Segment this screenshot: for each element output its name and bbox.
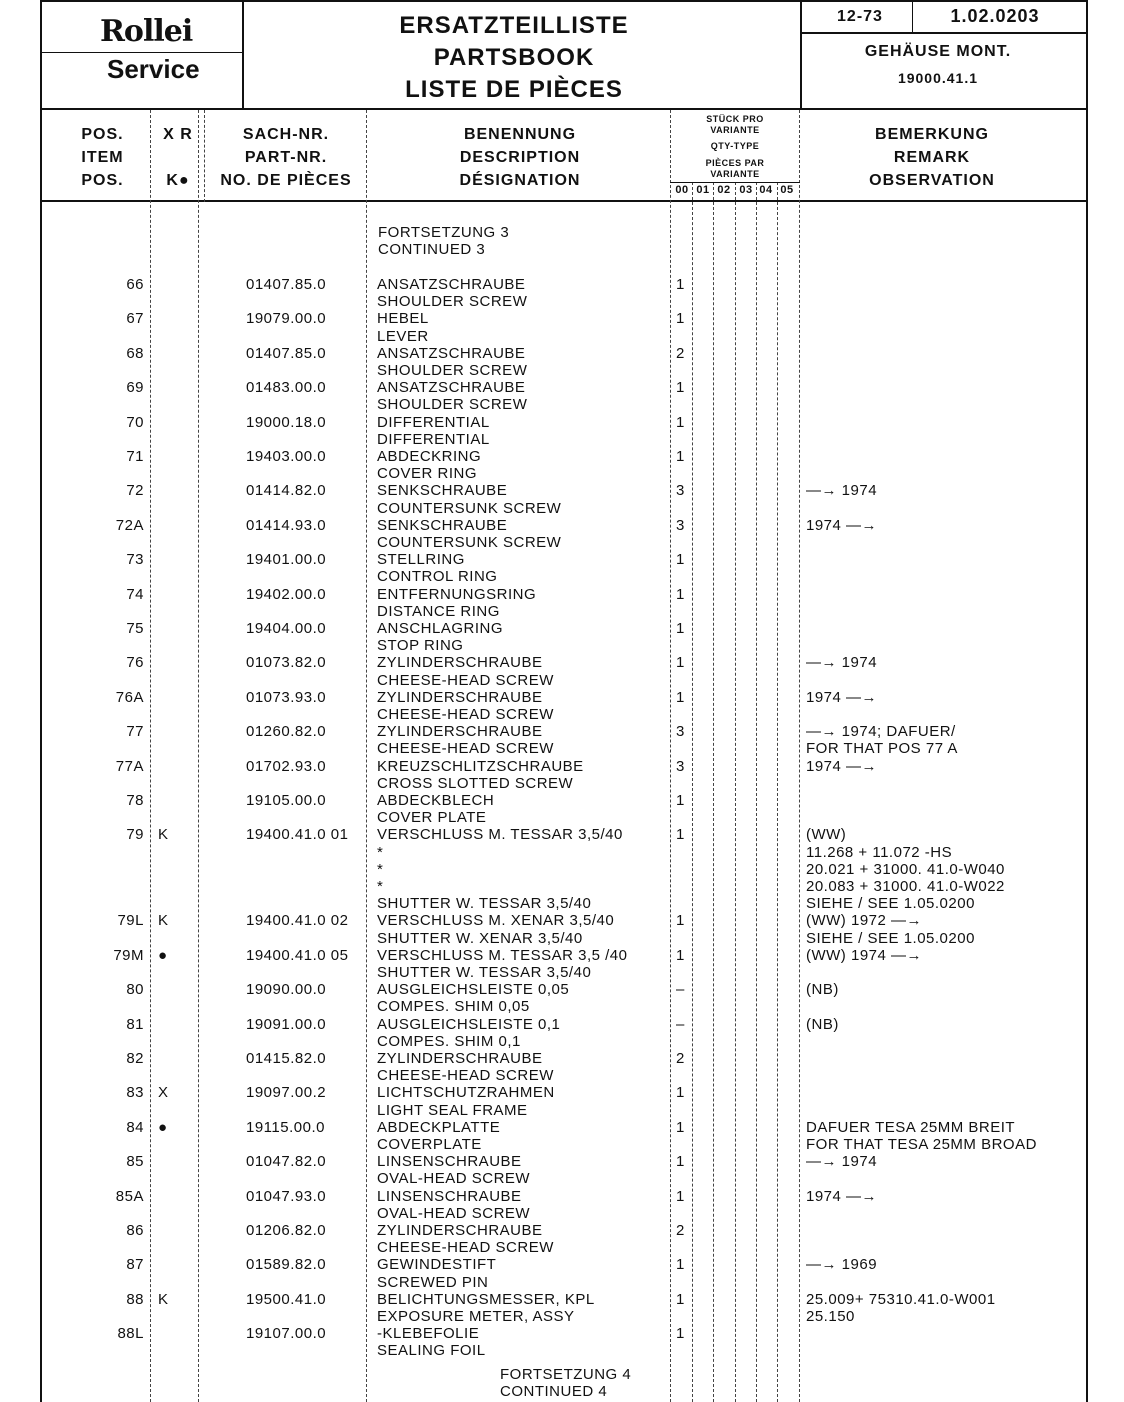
row-description: SHOULDER SCREW	[377, 396, 528, 414]
row-remark: (WW) 1972 —→	[806, 912, 923, 930]
continued-to-de: FORTSETZUNG 4	[500, 1366, 632, 1383]
row-pos: 74	[126, 585, 144, 603]
row-qty: 1	[676, 379, 685, 397]
row-remark: 1974 —→	[806, 757, 878, 775]
row-part-number: 19000.18.0	[246, 413, 327, 431]
row-part-number: 01702.93.0	[246, 757, 327, 775]
row-description: SHOULDER SCREW	[377, 293, 528, 311]
title-french: LISTE DE PIÈCES	[405, 76, 623, 103]
row-description: *	[377, 860, 384, 878]
row-pos: 85A	[115, 1187, 144, 1205]
row-description: KREUZSCHLITZSCHRAUBE	[377, 757, 584, 775]
row-qty: –	[676, 981, 685, 999]
variant-04: 04	[759, 184, 773, 196]
col-k: K●	[166, 172, 190, 189]
row-pos: 79M	[113, 946, 144, 964]
row-remark: 1974 —→	[806, 1187, 878, 1205]
row-remark: —→ 1974	[806, 1153, 878, 1171]
row-description: HEBEL	[377, 310, 429, 328]
row-qty: 1	[676, 1187, 685, 1205]
row-remark: (WW) 1974 —→	[806, 946, 923, 964]
row-part-number: 19404.00.0	[246, 620, 327, 637]
row-qty: 3	[676, 757, 685, 775]
row-qty: 1	[676, 912, 685, 930]
row-qty: 3	[676, 482, 685, 500]
row-part-number: 01407.85.0	[246, 276, 327, 293]
row-pos: 76A	[115, 688, 144, 706]
row-qty: 1	[676, 1118, 685, 1136]
variant-02: 02	[717, 184, 731, 196]
row-qty: 1	[676, 654, 685, 672]
row-description: STOP RING	[377, 637, 464, 655]
row-remark: SIEHE / SEE 1.05.0200	[806, 895, 975, 913]
row-description: ENTFERNUNGSRING	[377, 585, 537, 603]
row-part-number: 19105.00.0	[246, 792, 327, 809]
variant-03: 03	[739, 184, 753, 196]
row-description: VERSCHLUSS M. TESSAR 3,5 /40	[377, 946, 628, 964]
row-part-number: 01073.93.0	[246, 688, 327, 706]
row-pos: 84	[126, 1118, 144, 1136]
row-description: LINSENSCHRAUBE	[377, 1187, 522, 1205]
doc-number: 1.02.0203	[950, 6, 1040, 26]
row-qty: 1	[676, 1084, 685, 1102]
row-description: ANSATZSCHRAUBE	[377, 379, 526, 397]
row-remark: 25.150	[806, 1308, 855, 1325]
row-description: COMPES. SHIM 0,05	[377, 998, 530, 1016]
row-qty: 2	[676, 1050, 685, 1067]
row-description: OVAL-HEAD SCREW	[377, 1204, 531, 1222]
row-description: DIFFERENTIAL	[377, 430, 490, 448]
row-remark: 20.083 + 31000. 41.0-W022	[806, 878, 1005, 895]
row-remark: FOR THAT POS 77 A	[806, 740, 958, 758]
row-remark: 20.021 + 31000. 41.0-W040	[806, 860, 1005, 878]
row-description: AUSGLEICHSLEISTE 0,05	[377, 981, 570, 999]
row-remark: (NB)	[806, 981, 839, 999]
row-part-number: 19500.41.0	[246, 1290, 327, 1308]
row-pos: 77A	[115, 757, 144, 775]
row-part-number: 19400.41.0 05	[246, 946, 349, 964]
row-qty: –	[676, 1015, 685, 1033]
row-part-number: 01483.00.0	[246, 379, 327, 397]
row-qty: 2	[676, 344, 685, 362]
variant-00: 00	[675, 184, 689, 196]
row-qty: 1	[676, 413, 685, 431]
row-description: ZYLINDERSCHRAUBE	[377, 1222, 543, 1239]
row-description: ANSATZSCHRAUBE	[377, 276, 526, 293]
row-description: CHEESE-HEAD SCREW	[377, 740, 554, 758]
row-description: ANSCHLAGRING	[377, 620, 504, 637]
row-qty: 1	[676, 620, 685, 637]
row-description: COVERPLATE	[377, 1136, 482, 1153]
row-description: ANSATZSCHRAUBE	[377, 344, 526, 362]
row-remark: DAFUER TESA 25MM BREIT	[806, 1118, 1016, 1136]
row-description: COUNTERSUNK SCREW	[377, 534, 562, 551]
row-description: DIFFERENTIAL	[377, 413, 490, 431]
row-description: CHEESE-HEAD SCREW	[377, 1239, 554, 1257]
row-qty: 1	[676, 688, 685, 706]
title-german: ERSATZTEILLISTE	[399, 12, 629, 39]
row-description: CHEESE-HEAD SCREW	[377, 706, 554, 723]
col-part-fr: NO. DE PIÈCES	[220, 172, 352, 189]
row-part-number: 19097.00.2	[246, 1084, 327, 1102]
row-remark: FOR THAT TESA 25MM BROAD	[806, 1136, 1037, 1153]
row-pos: 78	[126, 792, 144, 809]
row-description: CHEESE-HEAD SCREW	[377, 671, 554, 689]
row-remark: —→ 1969	[806, 1256, 878, 1274]
col-pos-fr: POS.	[81, 172, 124, 189]
row-description: VERSCHLUSS M. TESSAR 3,5/40	[377, 826, 623, 844]
col-remark-en: REMARK	[893, 149, 971, 166]
row-description: SENKSCHRAUBE	[377, 482, 508, 500]
col-qty-5: VARIANTE	[710, 169, 760, 179]
row-pos: 72A	[115, 516, 144, 534]
row-part-number: 01260.82.0	[246, 723, 327, 741]
row-description: DISTANCE RING	[377, 602, 500, 620]
row-description: SENKSCHRAUBE	[377, 516, 508, 534]
row-part-number: 01415.82.0	[246, 1050, 327, 1067]
row-description: ZYLINDERSCHRAUBE	[377, 688, 543, 706]
row-qty: 1	[676, 1290, 685, 1308]
col-qty-1: STÜCK PRO	[706, 114, 764, 124]
row-description: GEWINDESTIFT	[377, 1256, 497, 1274]
row-qty: 1	[676, 1256, 685, 1274]
row-remark: (WW)	[806, 826, 847, 844]
row-pos: 71	[126, 448, 144, 465]
row-qty: 1	[676, 276, 685, 293]
row-description: BELICHTUNGSMESSER, KPL	[377, 1290, 595, 1308]
row-qty: 1	[676, 310, 685, 328]
row-part-number: 19107.00.0	[246, 1325, 327, 1343]
row-qty: 1	[676, 551, 685, 569]
row-description: ABDECKRING	[377, 448, 482, 465]
row-remark: 25.009+ 75310.41.0-W001	[806, 1290, 996, 1308]
row-description: *	[377, 878, 384, 895]
row-remark: 1974 —→	[806, 688, 878, 706]
row-description: CONTROL RING	[377, 568, 498, 586]
row-remark: (NB)	[806, 1015, 839, 1033]
row-pos: 83	[126, 1084, 144, 1102]
col-xr: X R	[163, 126, 193, 143]
row-qty: 1	[676, 448, 685, 465]
row-description: LEVER	[377, 327, 429, 345]
row-xr: ●	[158, 946, 168, 964]
row-part-number: 01414.82.0	[246, 482, 327, 500]
row-xr: K	[158, 826, 169, 844]
col-qty-4: PIÈCES PAR	[705, 158, 765, 168]
row-part-number: 19115.00.0	[246, 1118, 325, 1136]
col-part-en: PART-NR.	[244, 149, 328, 166]
row-description: COVER RING	[377, 465, 478, 483]
row-part-number: 01206.82.0	[246, 1222, 327, 1239]
doc-date: 12-73	[837, 8, 883, 25]
row-pos: 87	[126, 1256, 144, 1274]
assembly-title: GEHÄUSE MONT.	[864, 43, 1012, 60]
row-qty: 2	[676, 1222, 685, 1239]
row-description: ZYLINDERSCHRAUBE	[377, 1050, 543, 1067]
row-xr: K	[158, 1290, 169, 1308]
row-pos: 85	[126, 1153, 144, 1171]
row-description: AUSGLEICHSLEISTE 0,1	[377, 1015, 561, 1033]
row-part-number: 19400.41.0 02	[246, 912, 349, 930]
row-remark: —→ 1974	[806, 482, 878, 500]
row-qty: 1	[676, 792, 685, 809]
row-description: SHUTTER W. TESSAR 3,5/40	[377, 895, 592, 913]
row-pos: 79	[126, 826, 144, 844]
rollei-logo: Rollei	[100, 14, 193, 49]
continued-to-en: CONTINUED 4	[500, 1383, 608, 1400]
row-part-number: 19079.00.0	[246, 310, 327, 328]
row-pos: 75	[126, 620, 144, 637]
row-xr: K	[158, 912, 169, 930]
row-part-number: 01047.82.0	[246, 1153, 327, 1171]
col-qty-2: VARIANTE	[710, 125, 760, 135]
variant-05: 05	[780, 184, 794, 196]
row-pos: 66	[126, 276, 144, 293]
row-description: CHEESE-HEAD SCREW	[377, 1067, 554, 1085]
row-qty: 1	[676, 1325, 685, 1343]
row-description: LINSENSCHRAUBE	[377, 1153, 522, 1171]
row-pos: 67	[126, 310, 144, 328]
col-desc-de: BENENNUNG	[463, 126, 577, 143]
row-description: OVAL-HEAD SCREW	[377, 1170, 531, 1188]
col-remark-de: BEMERKUNG	[875, 126, 989, 143]
row-description: ABDECKPLATTE	[377, 1118, 501, 1136]
row-pos: 69	[126, 379, 144, 397]
continued-from-de: FORTSETZUNG 3	[378, 224, 510, 241]
row-xr: X	[158, 1084, 169, 1102]
row-part-number: 19090.00.0	[246, 981, 327, 999]
continued-from-en: CONTINUED 3	[378, 241, 486, 258]
row-part-number: 19402.00.0	[246, 585, 327, 603]
row-pos: 79L	[117, 912, 144, 930]
row-description: CROSS SLOTTED SCREW	[377, 774, 574, 792]
row-description: SCREWED PIN	[377, 1273, 489, 1291]
row-description: -KLEBEFOLIE	[377, 1325, 480, 1343]
col-pos-de: POS.	[81, 126, 124, 143]
row-remark: —→ 1974; DAFUER/	[806, 723, 956, 741]
row-pos: 88L	[117, 1325, 144, 1343]
col-desc-fr: DÉSIGNATION	[459, 172, 581, 189]
row-pos: 80	[126, 981, 144, 999]
row-description: LIGHT SEAL FRAME	[377, 1101, 528, 1119]
row-qty: 3	[676, 723, 685, 741]
col-desc-en: DESCRIPTION	[459, 149, 581, 166]
row-description: COVER PLATE	[377, 809, 487, 827]
row-qty: 1	[676, 585, 685, 603]
row-description: LICHTSCHUTZRAHMEN	[377, 1084, 555, 1102]
row-part-number: 19401.00.0	[246, 551, 327, 569]
row-description: VERSCHLUSS M. XENAR 3,5/40	[377, 912, 615, 930]
row-part-number: 01047.93.0	[246, 1187, 327, 1205]
row-part-number: 19400.41.0 01	[246, 826, 349, 844]
row-qty: 1	[676, 1153, 685, 1171]
row-description: SHOULDER SCREW	[377, 362, 528, 379]
row-description: SHUTTER W. XENAR 3,5/40	[377, 929, 583, 947]
title-english: PARTSBOOK	[433, 44, 595, 71]
row-pos: 76	[126, 654, 144, 672]
row-pos: 70	[126, 413, 144, 431]
row-remark: 1974 —→	[806, 516, 878, 534]
variant-01: 01	[696, 184, 710, 196]
row-pos: 72	[126, 482, 144, 500]
row-description: STELLRING	[377, 551, 465, 569]
row-remark: SIEHE / SEE 1.05.0200	[806, 929, 975, 947]
row-part-number: 01407.85.0	[246, 344, 327, 362]
row-pos: 73	[126, 551, 144, 569]
row-qty: 1	[676, 946, 685, 964]
row-description: ZYLINDERSCHRAUBE	[377, 654, 543, 672]
row-remark: —→ 1974	[806, 654, 878, 672]
row-part-number: 01589.82.0	[246, 1256, 327, 1274]
row-qty: 1	[676, 826, 685, 844]
col-qty-3: QTY-TYPE	[710, 141, 760, 151]
row-pos: 88	[126, 1290, 144, 1308]
row-description: EXPOSURE METER, ASSY	[377, 1308, 575, 1325]
row-part-number: 01073.82.0	[246, 654, 327, 672]
row-pos: 68	[126, 344, 144, 362]
row-remark: 11.268 + 11.072 -HS	[806, 843, 953, 861]
row-xr: ●	[158, 1118, 168, 1136]
service-label: Service	[107, 54, 200, 84]
assembly-number: 19000.41.1	[897, 70, 979, 86]
row-description: SHUTTER W. TESSAR 3,5/40	[377, 964, 592, 981]
row-part-number: 19091.00.0	[246, 1015, 327, 1033]
row-pos: 77	[126, 723, 144, 741]
row-description: COUNTERSUNK SCREW	[377, 499, 562, 517]
row-description: ABDECKBLECH	[377, 792, 495, 809]
row-description: ZYLINDERSCHRAUBE	[377, 723, 543, 741]
col-part-de: SACH-NR.	[242, 126, 330, 143]
row-pos: 86	[126, 1222, 144, 1239]
row-description: SEALING FOIL	[377, 1342, 486, 1360]
col-remark-fr: OBSERVATION	[869, 172, 995, 189]
col-pos-en: ITEM	[81, 149, 124, 166]
row-qty: 3	[676, 516, 685, 534]
row-pos: 81	[126, 1015, 144, 1033]
row-part-number: 19403.00.0	[246, 448, 327, 465]
row-pos: 82	[126, 1050, 144, 1067]
row-description: *	[377, 843, 384, 861]
row-part-number: 01414.93.0	[246, 516, 327, 534]
row-description: COMPES. SHIM 0,1	[377, 1032, 521, 1050]
